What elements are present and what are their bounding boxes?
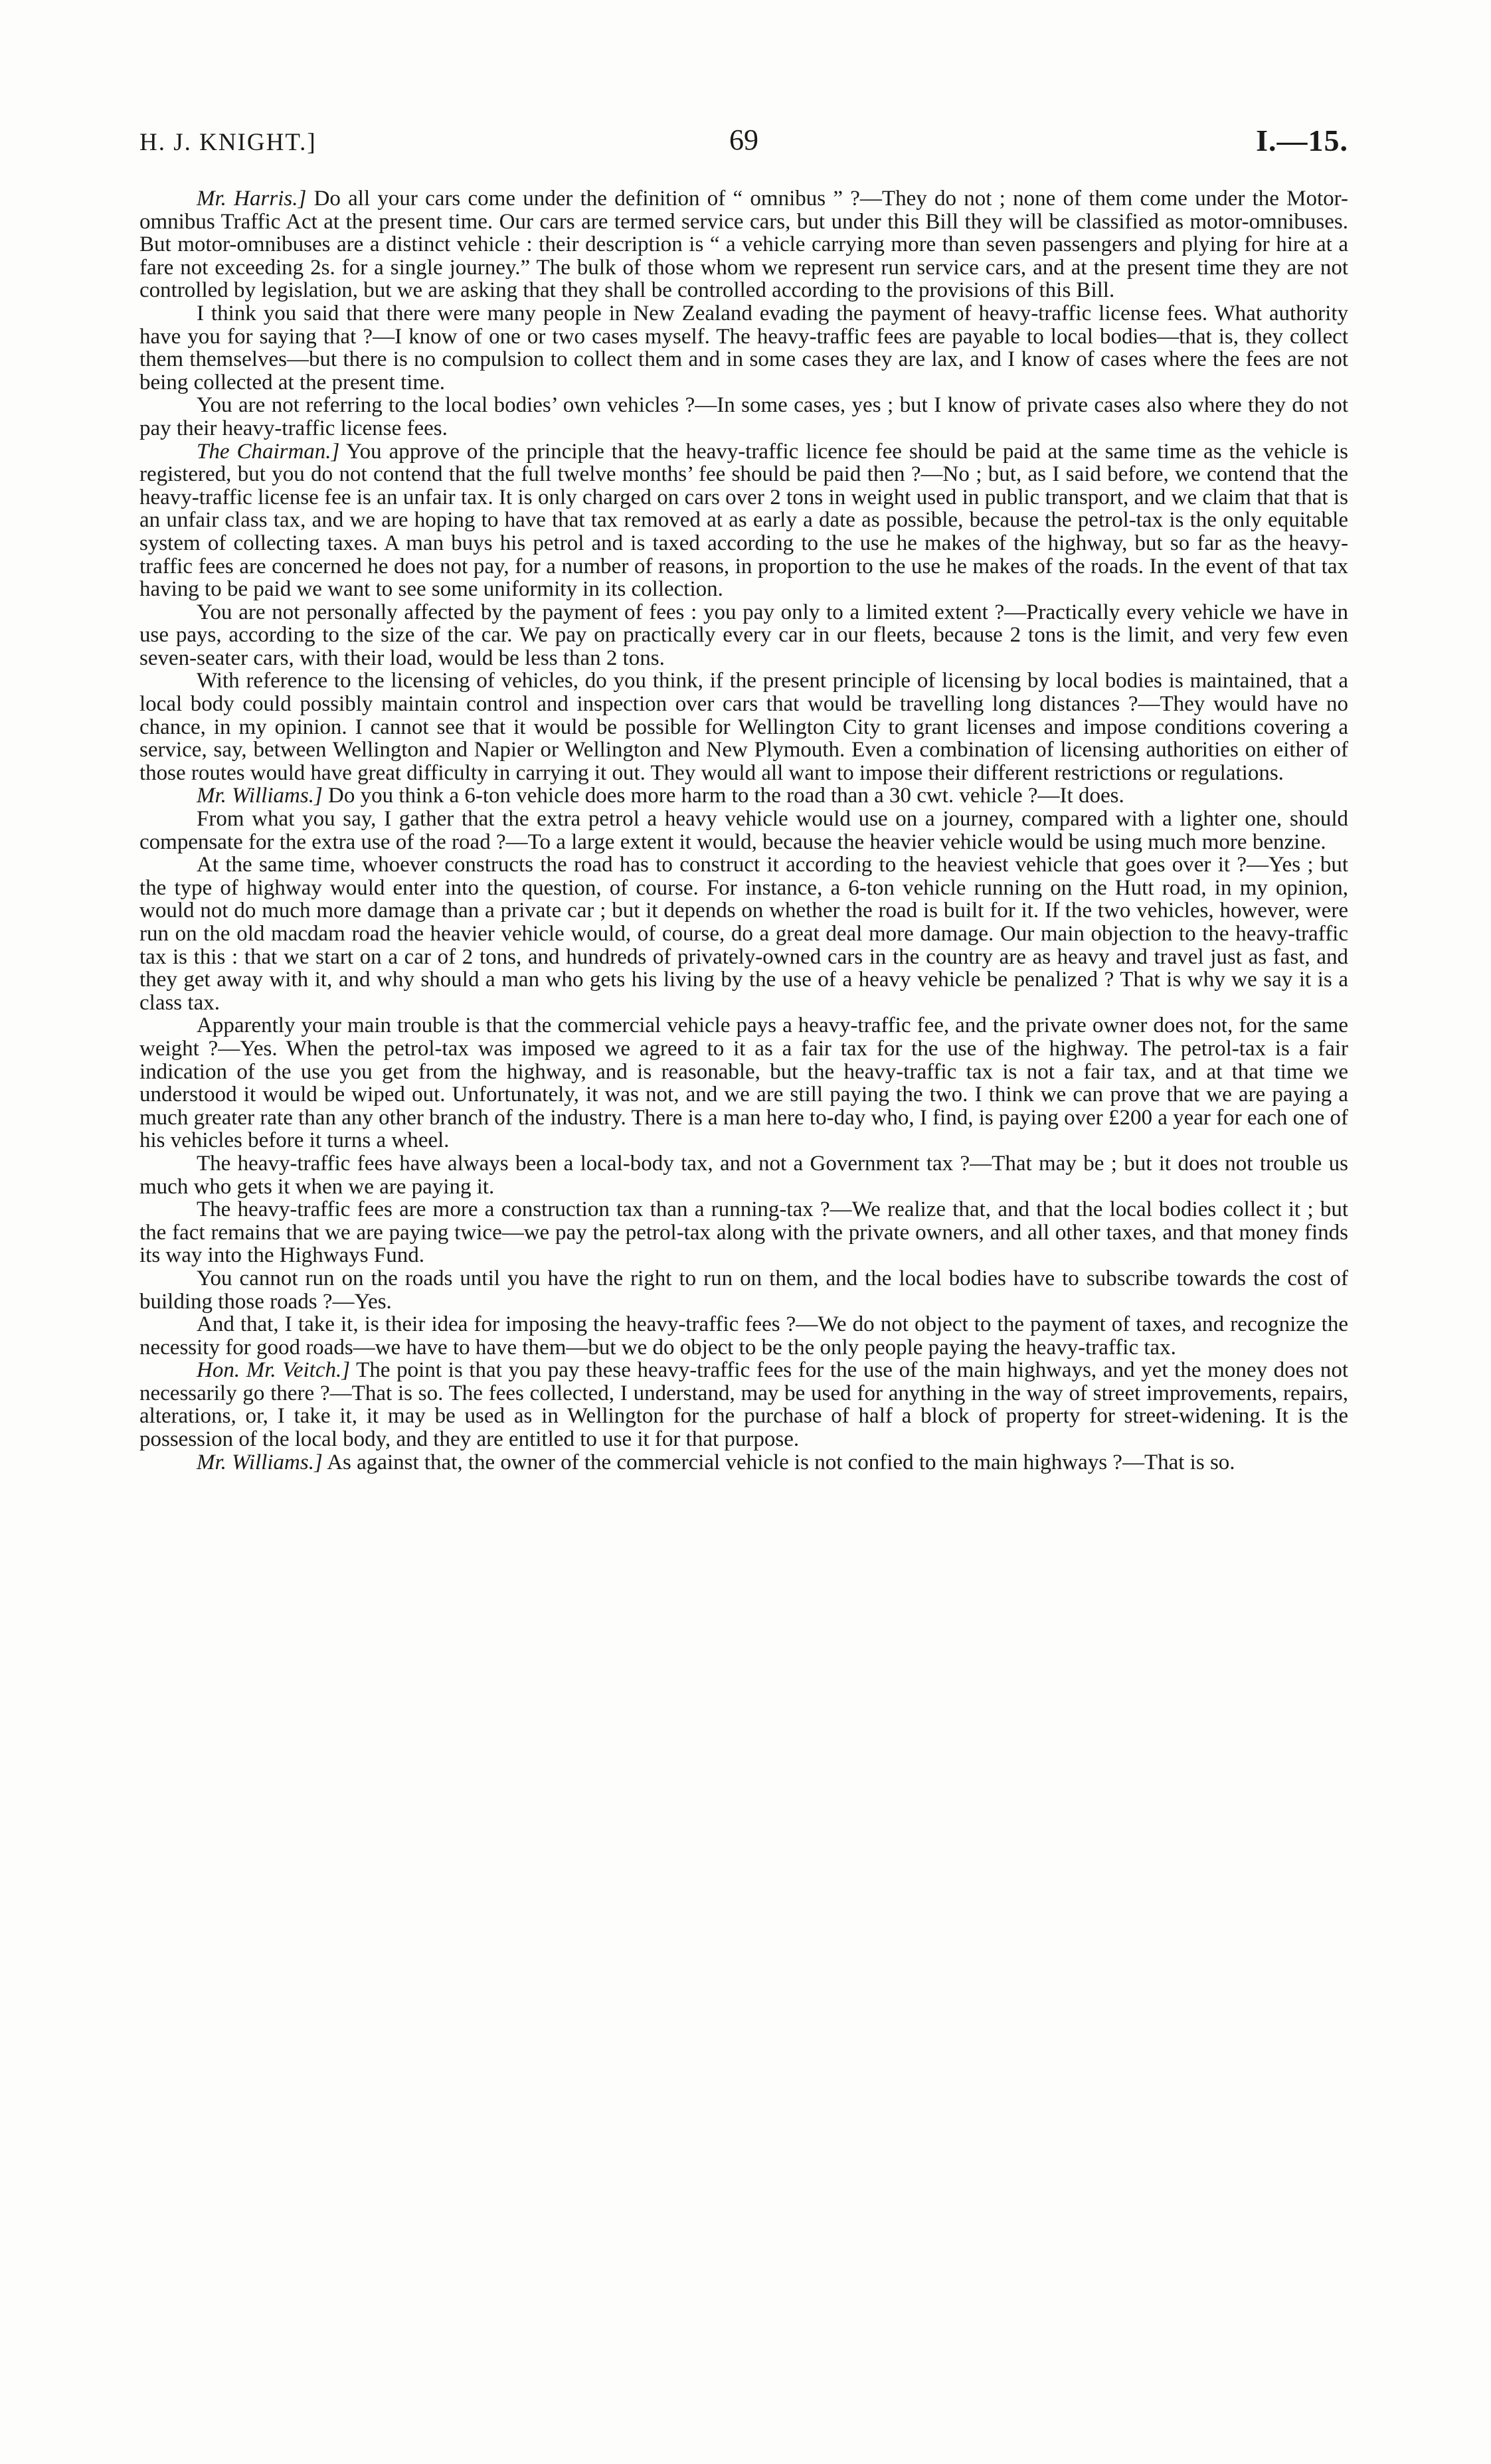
speaker-label: Mr. Williams.] (197, 1450, 323, 1474)
speaker-label: Mr. Harris.] (197, 187, 307, 211)
paragraph (139, 808, 1348, 853)
speaker-label: Mr. Williams.] (197, 784, 323, 808)
paragraph (139, 601, 1348, 670)
paragraph (139, 440, 1348, 601)
paragraph-text: Do you think a 6-ton vehicle does more harm to the road than a 30 cwt. vehicle ?—It does. (322, 784, 1124, 808)
page-header (139, 123, 1348, 163)
paragraph-text: And that, I take it, is their idea for imposing the heavy-traffic fees ?—We do not object to the payment of taxes, and recognize the necessity for good roads—we have to have them—but we do object to be the only people paying the heavy-traffic tax. (139, 1312, 1348, 1360)
paragraph (139, 302, 1348, 394)
paragraph (139, 1313, 1348, 1359)
transcript-body (139, 187, 1348, 1474)
speaker-label: The Chairman.] (197, 439, 340, 464)
paragraph-text: With reference to the licensing of vehicles, do you think, if the present principle of licensing by local bodies is maintained, that a local body could possibly maintain control and inspection over cars that would be travelling long distances ?—They would have no chance, in my opinion. I cannot see that it would be possible for Wellington City to grant licenses and impose conditions covering a service, say, between Wellington and Napier or Wellington and New Plymouth. Even a combination of licensing authorities on either of those routes would have great difficulty in carrying it out. They would all want to impose their different restrictions or regulations. (139, 669, 1348, 785)
page-number: 69 (729, 124, 758, 156)
paragraph (139, 1359, 1348, 1451)
paragraph (139, 784, 1348, 808)
paragraph-text: You approve of the principle that the heavy-traffic licence fee should be paid at the same time as the vehicle is registered, but you do not contend that the full twelve months’ fee should be paid then ?—No ; but, as I said before, we contend that the heavy-traffic license fee is an unfair tax. It is only charged on cars over 2 tons in weight used in public transport, and we claim that that is an unfair class tax, and we are hoping to have that tax removed at as early a date as possible, because the petrol-tax is the only equitable system of collecting taxes. A man buys his petrol and is taxed according to the use he makes of the highway, but so far as the heavy-traffic fees are concerned he does not pay, for a number of reasons, in proportion to the use he makes of the roads. In the event of that tax having to be paid we want to see some uniformity in its collection. (139, 439, 1348, 602)
paragraph (139, 1451, 1348, 1474)
paragraph-text: The heavy-traffic fees are more a construction tax than a running-tax ?—We realize that, and that the local bodies collect it ; but the fact remains that we are paying twice—we pay the petrol-tax along with the private owners, and all other taxes, and that money finds its way into the Highways Fund. (139, 1197, 1348, 1268)
paragraph-text: You cannot run on the roads until you have the right to run on them, and the local bodies have to subscribe towards the cost of building those roads ?—Yes. (139, 1266, 1348, 1314)
header-witness-name: H. J. KNIGHT.] (139, 129, 317, 156)
paragraph-text: From what you say, I gather that the extra petrol a heavy vehicle would use on a journey, compared with a lighter one, should compensate for the extra use of the road ?—To a large extent it would, because the heavier vehicle would be using much more benzine. (139, 807, 1348, 854)
paragraph (139, 669, 1348, 784)
paragraph-text: At the same time, whoever constructs the road has to construct it according to the heaviest vehicle that goes over it ?—Yes ; but the type of highway would enter into the question, of course. For instance, a 6-ton vehicle running on the Hutt road, in my opinion, would not do much more damage than a private car ; but it depends on whether the road is built for it. If the two vehicles, however, were run on the old macdam road the heavier vehicle would, of course, do a great deal more damage. Our main objection to the heavy-traffic tax is this : that we start on a car of 2 tons, and hundreds of privately-owned cars in the country are as heavy and travel just as fast, and they get away with it, and why should a man who gets his living by the use of a heavy vehicle be penalized ? That is why we say it is a class tax. (139, 853, 1348, 1015)
paragraph (139, 394, 1348, 440)
paragraph (139, 1198, 1348, 1267)
paragraph (139, 853, 1348, 1014)
document-reference: I.—15. (1256, 124, 1348, 157)
paragraph-text: I think you said that there were many people in New Zealand evading the payment of heavy-traffic license fees. What authority have you for saying that ?—I know of one or two cases myself. The heavy-traffic fees are payable to local bodies—that is, they collect them themselves—but there is no compulsion to collect them and in some cases they are lax, and I know of cases where the fees are not being collected at the present time. (139, 301, 1348, 395)
paragraph-text: The heavy-traffic fees have always been a local-body tax, and not a Government tax ?—That may be ; but it does not trouble us much who gets it when we are paying it. (139, 1151, 1348, 1199)
paragraph-text: You are not personally affected by the payment of fees : you pay only to a limited extent ?—Practically every vehicle we have in use pays, according to the size of the car. We pay on practically every car in our fleets, because 2 tons is the limit, and very few even seven-seater cars, with their load, would be less than 2 tons. (139, 600, 1348, 670)
paragraph-text: As against that, the owner of the commercial vehicle is not confied to the main highways ?—That is so. (322, 1450, 1235, 1474)
paragraph-text: Do all your cars come under the definition of “ omnibus ” ?—They do not ; none of them come under the Motor-omnibus Traffic Act at the present time. Our cars are termed service cars, but under this Bill they will be classified as motor-omnibuses. But motor-omnibuses are a distinct vehicle : their description is “ a vehicle carrying more than seven passengers and plying for hire at a fare not exceeding 2s. for a single journey.” The bulk of those whom we represent run service cars, and at the present time they are not controlled by legislation, but we are asking that they shall be controlled according to the provisions of this Bill. (139, 187, 1348, 303)
speaker-label: Hon. Mr. Veitch.] (197, 1358, 351, 1383)
paragraph-text: The point is that you pay these heavy-traffic fees for the use of the main highways, and yet the money does not necessarily go there ?—That is so. The fees collected, I understand, may be used for anything in the way of street improvements, repairs, alterations, or, I take it, it may be used as in Wellington for the purchase of half a block of property for street-widening. It is the possession of the local body, and they are entitled to use it for that purpose. (139, 1358, 1348, 1452)
paragraph (139, 1152, 1348, 1198)
paragraph-text: You are not referring to the local bodies’ own vehicles ?—In some cases, yes ; but I know of private cases also where they do not pay their heavy-traffic license fees. (139, 393, 1348, 440)
paragraph (139, 1267, 1348, 1313)
paragraph (139, 187, 1348, 302)
paragraph (139, 1014, 1348, 1152)
paragraph-text: Apparently your main trouble is that the commercial vehicle pays a heavy-traffic fee, and the private owner does not, for the same weight ?—Yes. When the petrol-tax was imposed we agreed to it as a fair tax for the use of the highway. The petrol-tax is a fair indication of the use you get from the highway, and is reasonable, but the heavy-traffic tax is not a fair tax, and at that time we understood it would be wiped out. Unfortunately, it was not, and we are still paying the two. I think we can prove that we are paying a much greater rate than any other branch of the industry. There is a man here to-day who, I find, is paying over £200 a year for each one of his vehicles before it turns a wheel. (139, 1013, 1348, 1153)
